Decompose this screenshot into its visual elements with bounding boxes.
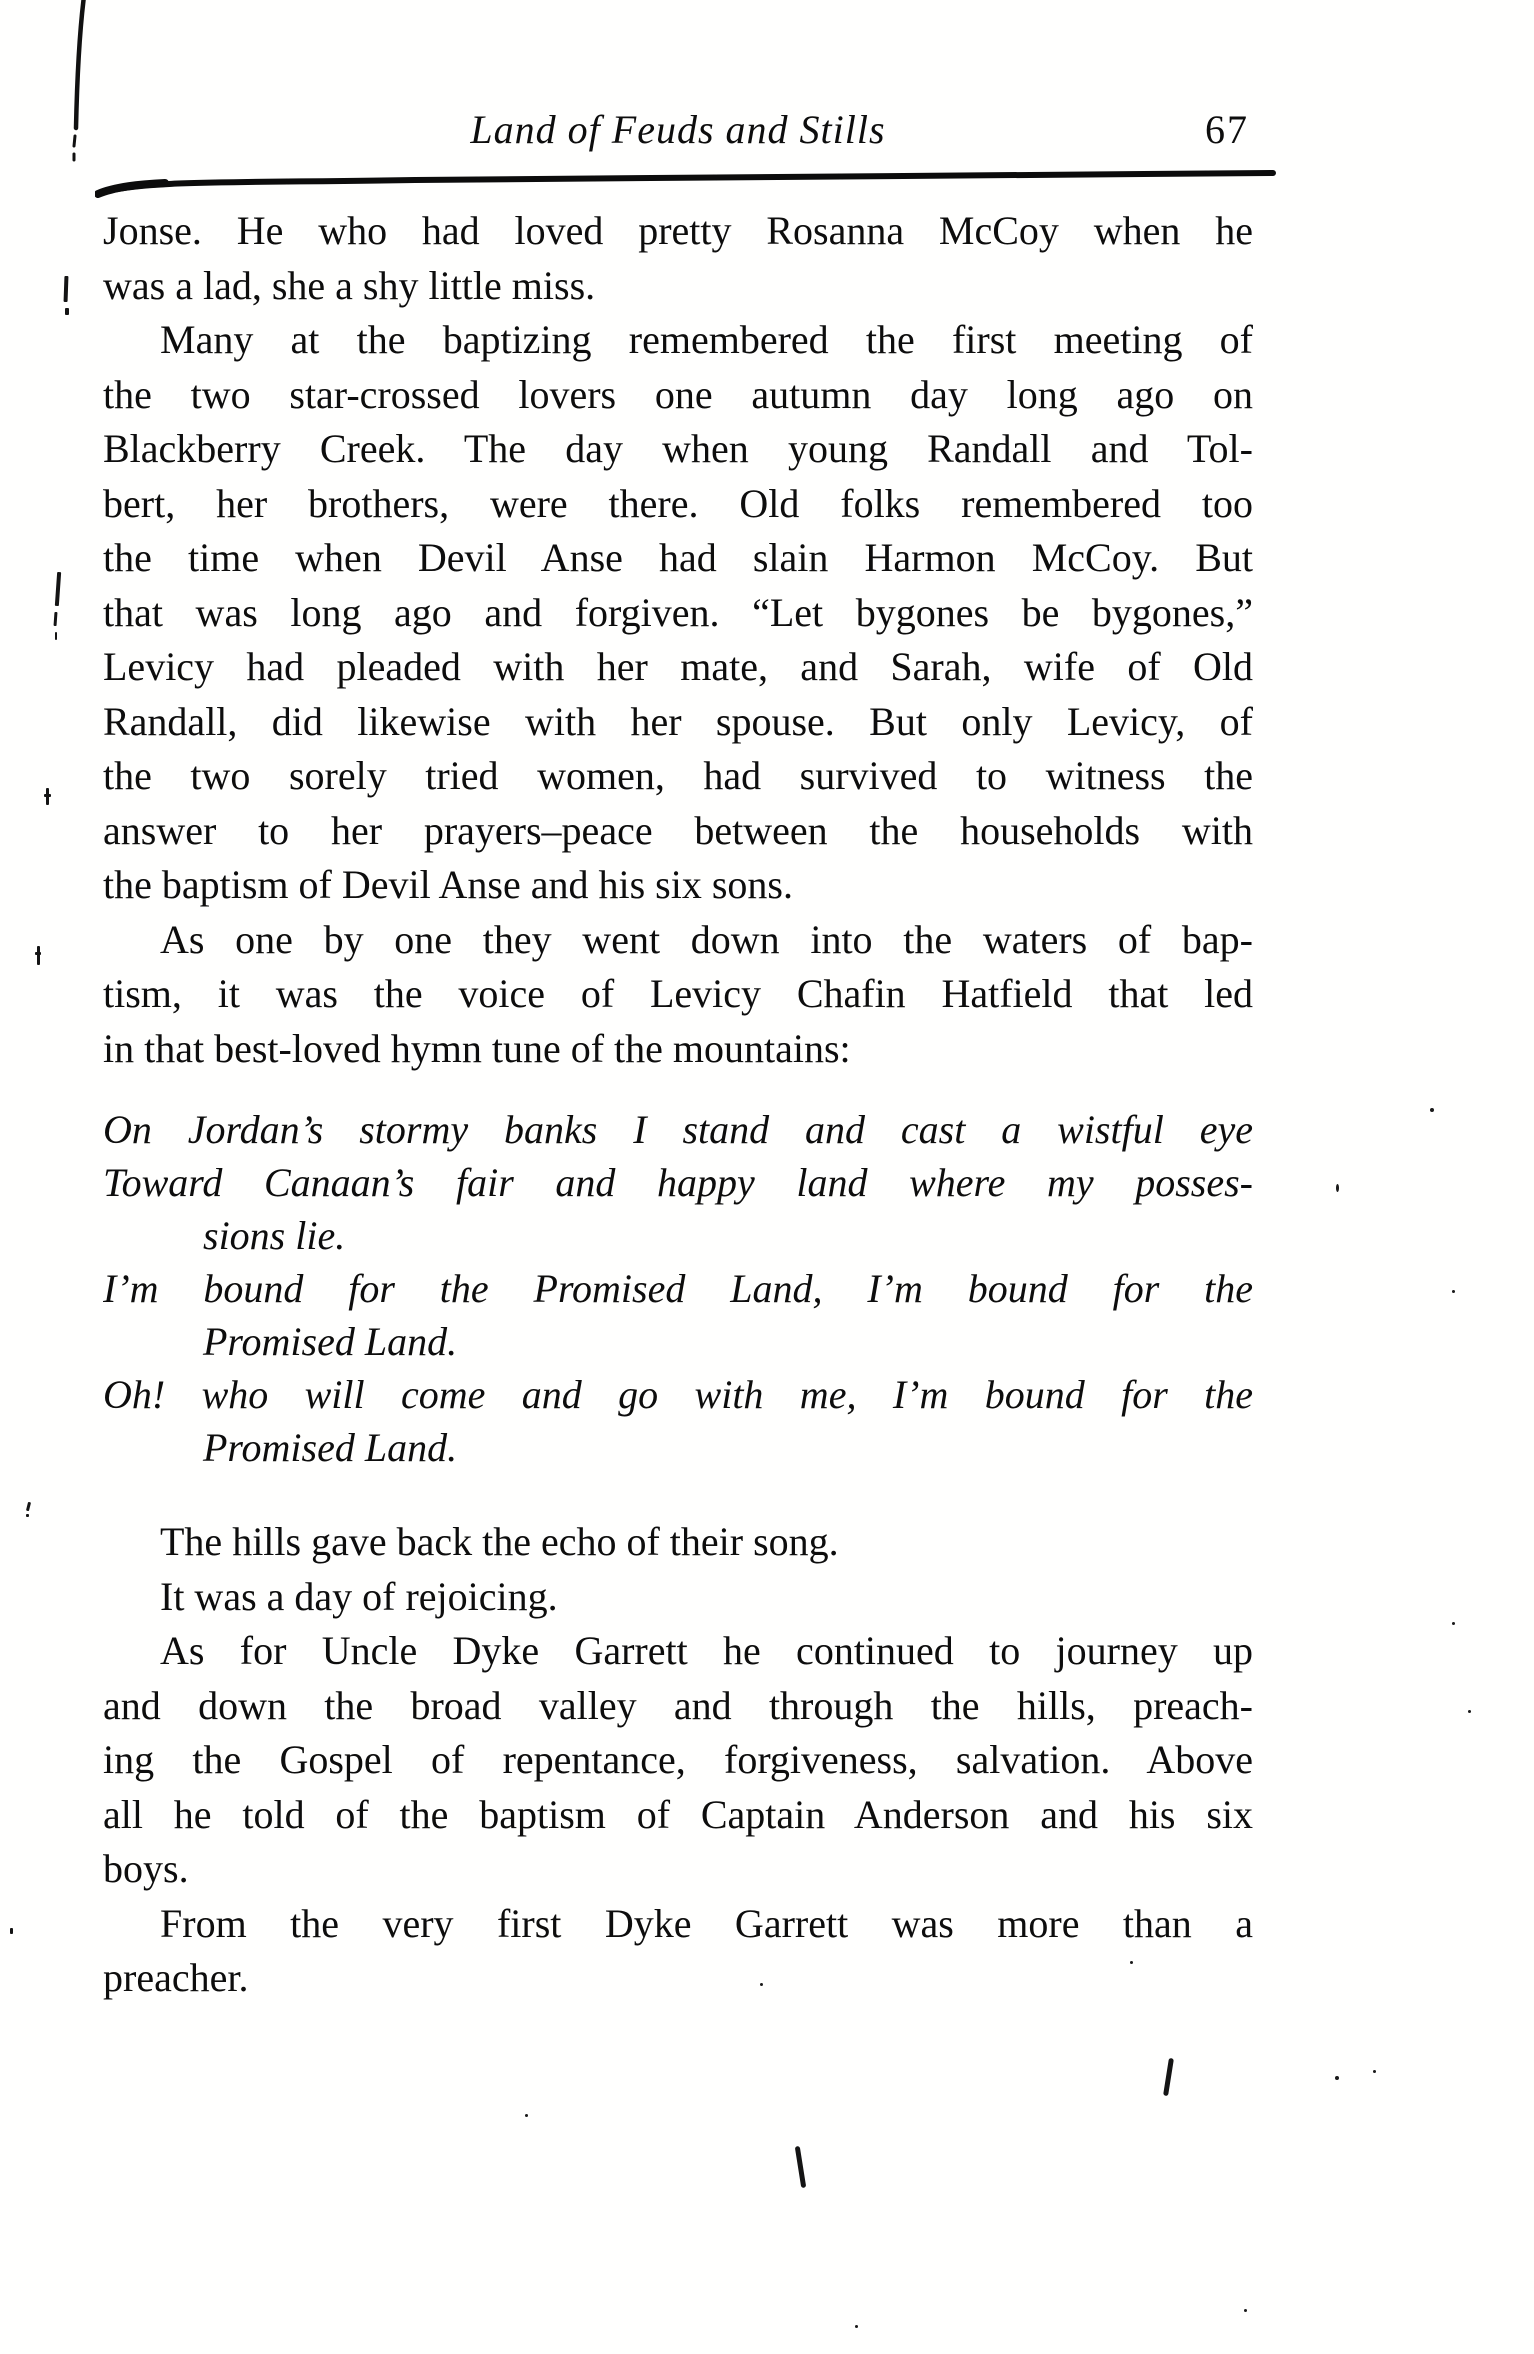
margin-scan-mark <box>10 1928 13 1934</box>
margin-scan-mark <box>64 276 69 302</box>
text-line: the baptism of Devil Anse and his six sons. <box>103 862 793 907</box>
text-line: in that best-loved hymn tune of the mountains: <box>103 1025 851 1071</box>
margin-scan-mark <box>26 1502 31 1511</box>
chapter-title: Land of Feuds and Stills <box>470 107 886 152</box>
text-line: preacher. <box>103 1955 249 2000</box>
header-rule <box>95 168 1280 198</box>
margin-scan-mark <box>26 1514 29 1517</box>
scan-speck <box>1373 2070 1376 2073</box>
text-line: Many at the baptizing remembered the first meeting of <box>160 317 1253 362</box>
text-line: was a lad, she a shy little miss. <box>103 262 596 308</box>
scan-speck <box>760 1983 763 1986</box>
running-head <box>103 105 1253 157</box>
margin-scan-mark <box>54 612 58 626</box>
hymn-verse-block <box>103 1103 1253 1474</box>
text-line: It was a day of rejoicing. <box>160 1573 558 1619</box>
paragraph-block <box>103 1515 1253 2006</box>
page-gutter-shadow-line <box>68 0 96 176</box>
margin-scan-mark <box>65 308 69 315</box>
hymn-line: On Jordan’s stormy banks I stand and cast a wistful eye <box>103 1107 1253 1152</box>
hymn-line: I’m bound for the Promised Land, I’m bound for the <box>103 1266 1253 1311</box>
text-line: Blackberry Creek. The day when young Randall and Tol- <box>103 426 1253 471</box>
text-line: answer to her prayers–peace between the households with <box>103 807 1253 853</box>
scan-speck <box>525 2114 528 2117</box>
text-line: From the very first Dyke Garrett was more than a <box>160 1900 1253 1946</box>
text-line: the two sorely tried women, had survived to witness the <box>103 753 1253 798</box>
text-line: Jonse. He who had loved pretty Rosanna McCoy when he <box>103 208 1253 253</box>
margin-scan-mark <box>35 952 41 955</box>
text-line: Levicy had pleaded with her mate, and Sarah, wife of Old <box>103 644 1253 689</box>
scan-speck <box>1452 1290 1455 1293</box>
page-number: 67 <box>1205 107 1249 152</box>
text-line: all he told of the baptism of Captain Anderson and his six <box>103 1791 1253 1837</box>
scan-speck <box>1430 1108 1434 1112</box>
text-line: that was long ago and forgiven. “Let bygones be bygones,” <box>103 589 1253 635</box>
hymn-line: Promised Land. <box>203 1425 458 1470</box>
stray-slash-mark <box>1163 2058 1174 2096</box>
scan-speck <box>1468 1710 1471 1713</box>
scan-speck <box>1244 2309 1247 2312</box>
text-line: the two star-crossed lovers one autumn day long ago on <box>103 371 1253 417</box>
margin-scan-mark <box>55 572 61 606</box>
text-line: ing the Gospel of repentance, forgiveness, salvation. Above <box>103 1737 1253 1782</box>
hymn-line: Promised Land. <box>203 1319 458 1364</box>
text-line: As one by one they went down into the waters of bap- <box>160 916 1253 962</box>
text-line: the time when Devil Anse had slain Harmon McCoy. But <box>103 535 1253 580</box>
text-line: Randall, did likewise with her spouse. But only Levicy, of <box>103 698 1253 744</box>
scan-speck <box>1452 1622 1455 1625</box>
scan-speck <box>1130 1961 1133 1964</box>
text-line: boys. <box>103 1846 189 1891</box>
stray-backslash-mark <box>795 2146 807 2188</box>
text-line: The hills gave back the echo of their song. <box>160 1519 839 1564</box>
scan-speck <box>855 2325 858 2328</box>
scan-speck <box>1335 2076 1339 2080</box>
text-line: tism, it was the voice of Levicy Chafin Hatfield that led <box>103 971 1253 1016</box>
text-line: As for Uncle Dyke Garrett he continued to journey up <box>160 1628 1253 1673</box>
hymn-line: Toward Canaan’s fair and happy land where my posses- <box>103 1160 1253 1205</box>
margin-scan-mark <box>37 946 40 965</box>
text-line: bert, her brothers, were there. Old folks remembered too <box>103 480 1253 526</box>
scan-speck <box>1336 1184 1339 1192</box>
margin-scan-mark <box>44 794 51 797</box>
hymn-line: sions lie. <box>203 1213 346 1258</box>
paragraph-block <box>103 204 1253 1076</box>
margin-scan-mark <box>55 632 57 640</box>
hymn-line: Oh! who will come and go with me, I’m bound for the <box>103 1372 1253 1417</box>
text-line: and down the broad valley and through the hills, preach- <box>103 1682 1253 1728</box>
